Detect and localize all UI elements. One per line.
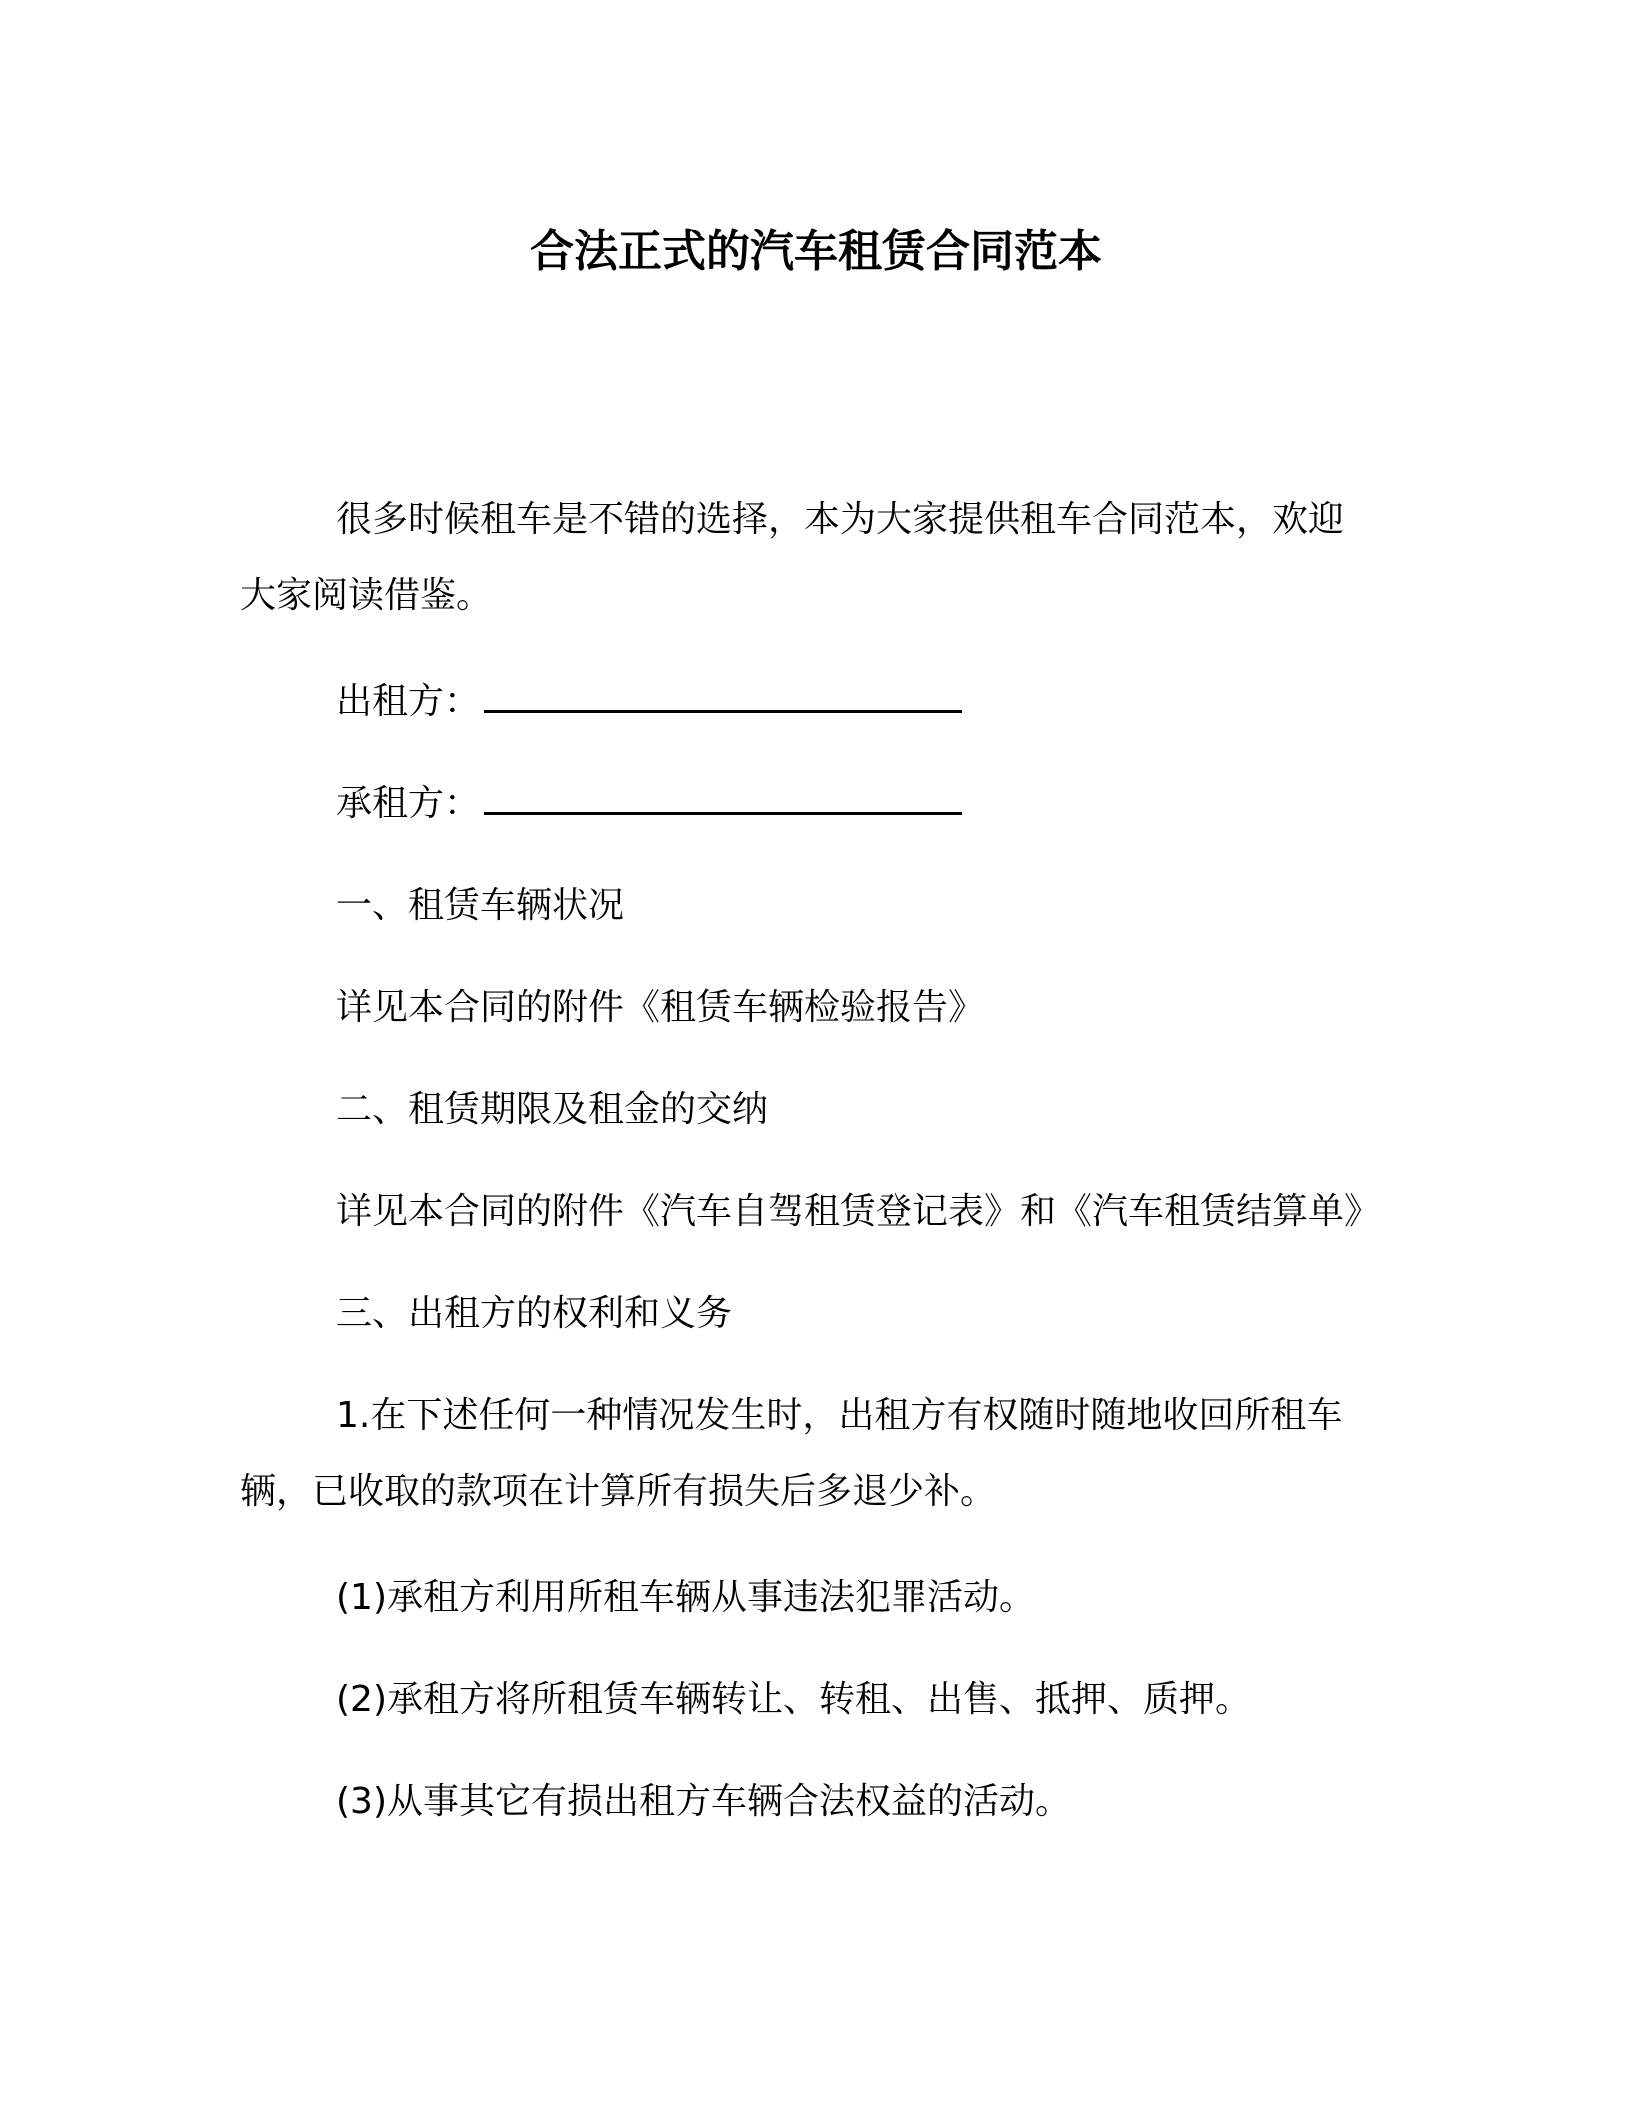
clause1-line-1: 1.在下述任何一种情况发生时，出租方有权随时随地收回所租车 (336, 1395, 1343, 1436)
section3-heading: 三、出租方的权利和义务 (336, 1293, 733, 1334)
list-item: (3)从事其它有损出租方车辆合法权益的活动。 (336, 1781, 1071, 1822)
lessee-blank (484, 784, 962, 815)
section2-text: 详见本合同的附件《汽车自驾租赁登记表》和《汽车租赁结算单》 (336, 1191, 1381, 1232)
section1-heading: 一、租赁车辆状况 (336, 885, 625, 926)
lessee-label: 承租方： (336, 783, 481, 824)
list-item: (1)承租方利用所租车辆从事违法犯罪活动。 (336, 1577, 1035, 1618)
lessee-line (240, 766, 1496, 842)
intro-line-2: 大家阅读借鉴。 (240, 575, 493, 616)
document-title: 合法正式的汽车租赁合同范本 (530, 226, 1102, 277)
section2-heading: 二、租赁期限及租金的交纳 (336, 1089, 769, 1130)
clause1-paragraph (240, 1378, 1400, 1530)
section1-text: 详见本合同的附件《租赁车辆检验报告》 (336, 987, 985, 1028)
intro-paragraph (240, 482, 1400, 634)
intro-line-1: 很多时候租车是不错的选择，本为大家提供租车合同范本，欢迎 (336, 499, 1345, 540)
lessor-blank (484, 682, 962, 713)
lessor-label: 出租方： (336, 681, 481, 722)
lessor-line (240, 664, 1496, 740)
list-item: (2)承租方将所租赁车辆转让、转租、出售、抵押、质押。 (336, 1679, 1251, 1720)
clause1-line-2: 辆，已收取的款项在计算所有损失后多退少补。 (240, 1471, 997, 1512)
